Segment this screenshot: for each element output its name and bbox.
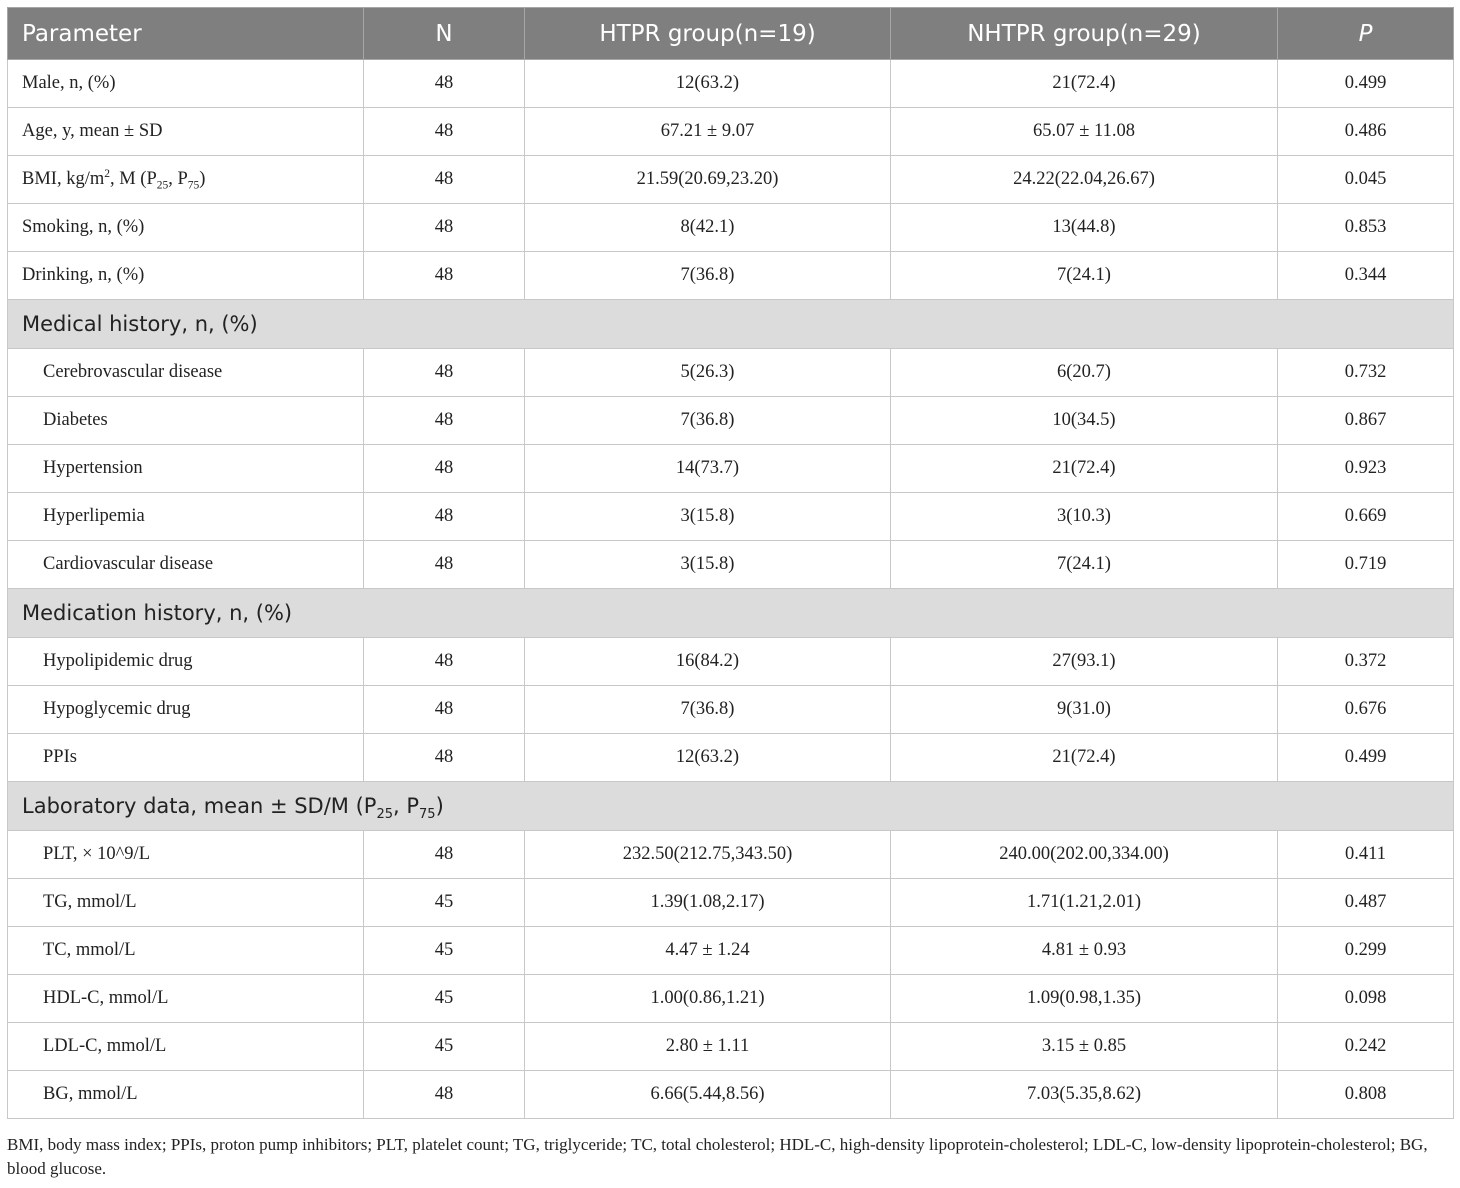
cell-p: 0.808 xyxy=(1278,1071,1454,1119)
cell-htpr: 6.66(5.44,8.56) xyxy=(525,1071,891,1119)
table-row xyxy=(8,397,1454,445)
table-row xyxy=(8,156,1454,204)
subscript: 25 xyxy=(376,807,394,823)
table-row xyxy=(8,879,1454,927)
section-title: Medical history, n, (%) xyxy=(8,300,1454,349)
cell-nhtpr: 3(10.3) xyxy=(891,493,1278,541)
table-row xyxy=(8,734,1454,782)
cell-n: 48 xyxy=(364,252,525,300)
superscript: 2 xyxy=(104,167,110,180)
table-row xyxy=(8,1071,1454,1119)
cell-nhtpr: 6(20.7) xyxy=(891,349,1278,397)
cell-nhtpr: 21(72.4) xyxy=(891,60,1278,108)
cell-htpr: 7(36.8) xyxy=(525,686,891,734)
cell-parameter: HDL-C, mmol/L xyxy=(8,975,364,1023)
cell-n: 48 xyxy=(364,445,525,493)
table-row xyxy=(8,445,1454,493)
cell-n: 48 xyxy=(364,541,525,589)
data-table-container xyxy=(7,7,1453,1119)
cell-n: 45 xyxy=(364,975,525,1023)
section-title: Medication history, n, (%) xyxy=(8,589,1454,638)
cell-p: 0.487 xyxy=(1278,879,1454,927)
cell-parameter: TC, mmol/L xyxy=(8,927,364,975)
cell-n: 48 xyxy=(364,156,525,204)
table-row xyxy=(8,1023,1454,1071)
cell-n: 48 xyxy=(364,1071,525,1119)
cell-nhtpr: 1.09(0.98,1.35) xyxy=(891,975,1278,1023)
cell-htpr: 3(15.8) xyxy=(525,541,891,589)
cell-nhtpr: 9(31.0) xyxy=(891,686,1278,734)
cell-p: 0.344 xyxy=(1278,252,1454,300)
cell-htpr: 14(73.7) xyxy=(525,445,891,493)
cell-nhtpr: 13(44.8) xyxy=(891,204,1278,252)
header-parameter: Parameter xyxy=(8,8,364,60)
cell-p: 0.242 xyxy=(1278,1023,1454,1071)
cell-nhtpr: 65.07 ± 11.08 xyxy=(891,108,1278,156)
table-row xyxy=(8,686,1454,734)
cell-p: 0.299 xyxy=(1278,927,1454,975)
cell-parameter: TG, mmol/L xyxy=(8,879,364,927)
cell-nhtpr: 21(72.4) xyxy=(891,734,1278,782)
cell-n: 45 xyxy=(364,927,525,975)
cell-n: 48 xyxy=(364,204,525,252)
cell-parameter: Hypertension xyxy=(8,445,364,493)
cell-p: 0.098 xyxy=(1278,975,1454,1023)
cell-parameter: PPIs xyxy=(8,734,364,782)
cell-htpr: 1.00(0.86,1.21) xyxy=(525,975,891,1023)
table-footnote: BMI, body mass index; PPIs, proton pump inhibitors; PLT, platelet count; TG, triglyceride; TC, total cholesterol; HDL-C, high-density lipoprotein-cholesterol; LDL-C, low-density lipoprotein-cholesterol; BG, blood glucose. xyxy=(7,1135,1428,1178)
cell-htpr: 1.39(1.08,2.17) xyxy=(525,879,891,927)
table-row xyxy=(8,349,1454,397)
cell-n: 48 xyxy=(364,349,525,397)
cell-p: 0.486 xyxy=(1278,108,1454,156)
cell-htpr: 2.80 ± 1.11 xyxy=(525,1023,891,1071)
cell-p: 0.499 xyxy=(1278,734,1454,782)
cell-n: 48 xyxy=(364,638,525,686)
cell-p: 0.411 xyxy=(1278,831,1454,879)
cell-p: 0.853 xyxy=(1278,204,1454,252)
cell-htpr: 67.21 ± 9.07 xyxy=(525,108,891,156)
cell-n: 45 xyxy=(364,879,525,927)
section-row-laboratory-data xyxy=(8,782,1454,831)
cell-n: 45 xyxy=(364,1023,525,1071)
cell-nhtpr: 7(24.1) xyxy=(891,252,1278,300)
cell-nhtpr: 27(93.1) xyxy=(891,638,1278,686)
header-n: N xyxy=(364,8,525,60)
cell-htpr: 8(42.1) xyxy=(525,204,891,252)
cell-parameter: Smoking, n, (%) xyxy=(8,204,364,252)
param-text: BMI, kg/m xyxy=(22,169,105,189)
cell-nhtpr: 240.00(202.00,334.00) xyxy=(891,831,1278,879)
table-row xyxy=(8,252,1454,300)
cell-parameter: Diabetes xyxy=(8,397,364,445)
cell-htpr: 16(84.2) xyxy=(525,638,891,686)
cell-htpr: 5(26.3) xyxy=(525,349,891,397)
section-row-medical-history xyxy=(8,300,1454,349)
cell-p: 0.923 xyxy=(1278,445,1454,493)
cell-parameter: Cerebrovascular disease xyxy=(8,349,364,397)
cell-parameter: Male, n, (%) xyxy=(8,60,364,108)
cell-nhtpr: 21(72.4) xyxy=(891,445,1278,493)
cell-nhtpr: 7(24.1) xyxy=(891,541,1278,589)
cell-p: 0.676 xyxy=(1278,686,1454,734)
cell-nhtpr: 4.81 ± 0.93 xyxy=(891,927,1278,975)
baseline-characteristics-table xyxy=(7,7,1454,1119)
cell-p: 0.045 xyxy=(1278,156,1454,204)
param-text: ) xyxy=(199,169,206,189)
cell-p: 0.499 xyxy=(1278,60,1454,108)
header-p-label: P xyxy=(1358,20,1373,47)
cell-nhtpr: 24.22(22.04,26.67) xyxy=(891,156,1278,204)
cell-parameter: Hypolipidemic drug xyxy=(8,638,364,686)
cell-htpr: 232.50(212.75,343.50) xyxy=(525,831,891,879)
cell-p: 0.372 xyxy=(1278,638,1454,686)
cell-p: 0.867 xyxy=(1278,397,1454,445)
param-text: , M (P xyxy=(109,169,157,189)
cell-htpr: 7(36.8) xyxy=(525,397,891,445)
section-row-medication-history xyxy=(8,589,1454,638)
cell-n: 48 xyxy=(364,493,525,541)
cell-parameter: Hyperlipemia xyxy=(8,493,364,541)
cell-n: 48 xyxy=(364,686,525,734)
table-header-row xyxy=(8,8,1454,60)
header-p xyxy=(1278,8,1454,60)
cell-p: 0.719 xyxy=(1278,541,1454,589)
cell-htpr: 7(36.8) xyxy=(525,252,891,300)
subscript: 75 xyxy=(187,179,200,192)
cell-n: 48 xyxy=(364,831,525,879)
table-row xyxy=(8,831,1454,879)
cell-p: 0.732 xyxy=(1278,349,1454,397)
cell-parameter: BG, mmol/L xyxy=(8,1071,364,1119)
table-row xyxy=(8,541,1454,589)
cell-n: 48 xyxy=(364,60,525,108)
cell-htpr: 4.47 ± 1.24 xyxy=(525,927,891,975)
table-row xyxy=(8,108,1454,156)
table-row xyxy=(8,493,1454,541)
cell-parameter: Age, y, mean ± SD xyxy=(8,108,364,156)
cell-n: 48 xyxy=(364,734,525,782)
cell-parameter: Hypoglycemic drug xyxy=(8,686,364,734)
cell-parameter xyxy=(8,156,364,204)
section-title-text: , P xyxy=(393,794,420,818)
cell-parameter: PLT, × 10^9/L xyxy=(8,831,364,879)
cell-htpr: 21.59(20.69,23.20) xyxy=(525,156,891,204)
cell-nhtpr: 10(34.5) xyxy=(891,397,1278,445)
cell-parameter: Drinking, n, (%) xyxy=(8,252,364,300)
cell-n: 48 xyxy=(364,397,525,445)
cell-p: 0.669 xyxy=(1278,493,1454,541)
cell-nhtpr: 7.03(5.35,8.62) xyxy=(891,1071,1278,1119)
cell-htpr: 3(15.8) xyxy=(525,493,891,541)
table-row xyxy=(8,204,1454,252)
cell-htpr: 12(63.2) xyxy=(525,734,891,782)
section-title-text: Laboratory data, mean ± SD/M (P xyxy=(22,794,377,818)
cell-parameter: LDL-C, mmol/L xyxy=(8,1023,364,1071)
cell-nhtpr: 3.15 ± 0.85 xyxy=(891,1023,1278,1071)
table-row xyxy=(8,975,1454,1023)
cell-n: 48 xyxy=(364,108,525,156)
table-row xyxy=(8,927,1454,975)
cell-htpr: 12(63.2) xyxy=(525,60,891,108)
table-row xyxy=(8,60,1454,108)
section-title xyxy=(8,782,1454,831)
cell-parameter: Cardiovascular disease xyxy=(8,541,364,589)
subscript: 25 xyxy=(156,179,169,192)
table-row xyxy=(8,638,1454,686)
cell-nhtpr: 1.71(1.21,2.01) xyxy=(891,879,1278,927)
subscript: 75 xyxy=(419,807,436,823)
param-text: , P xyxy=(168,169,188,189)
header-htpr: HTPR group(n=19) xyxy=(525,8,891,60)
header-nhtpr: NHTPR group(n=29) xyxy=(891,8,1278,60)
section-title-text: ) xyxy=(435,794,444,818)
